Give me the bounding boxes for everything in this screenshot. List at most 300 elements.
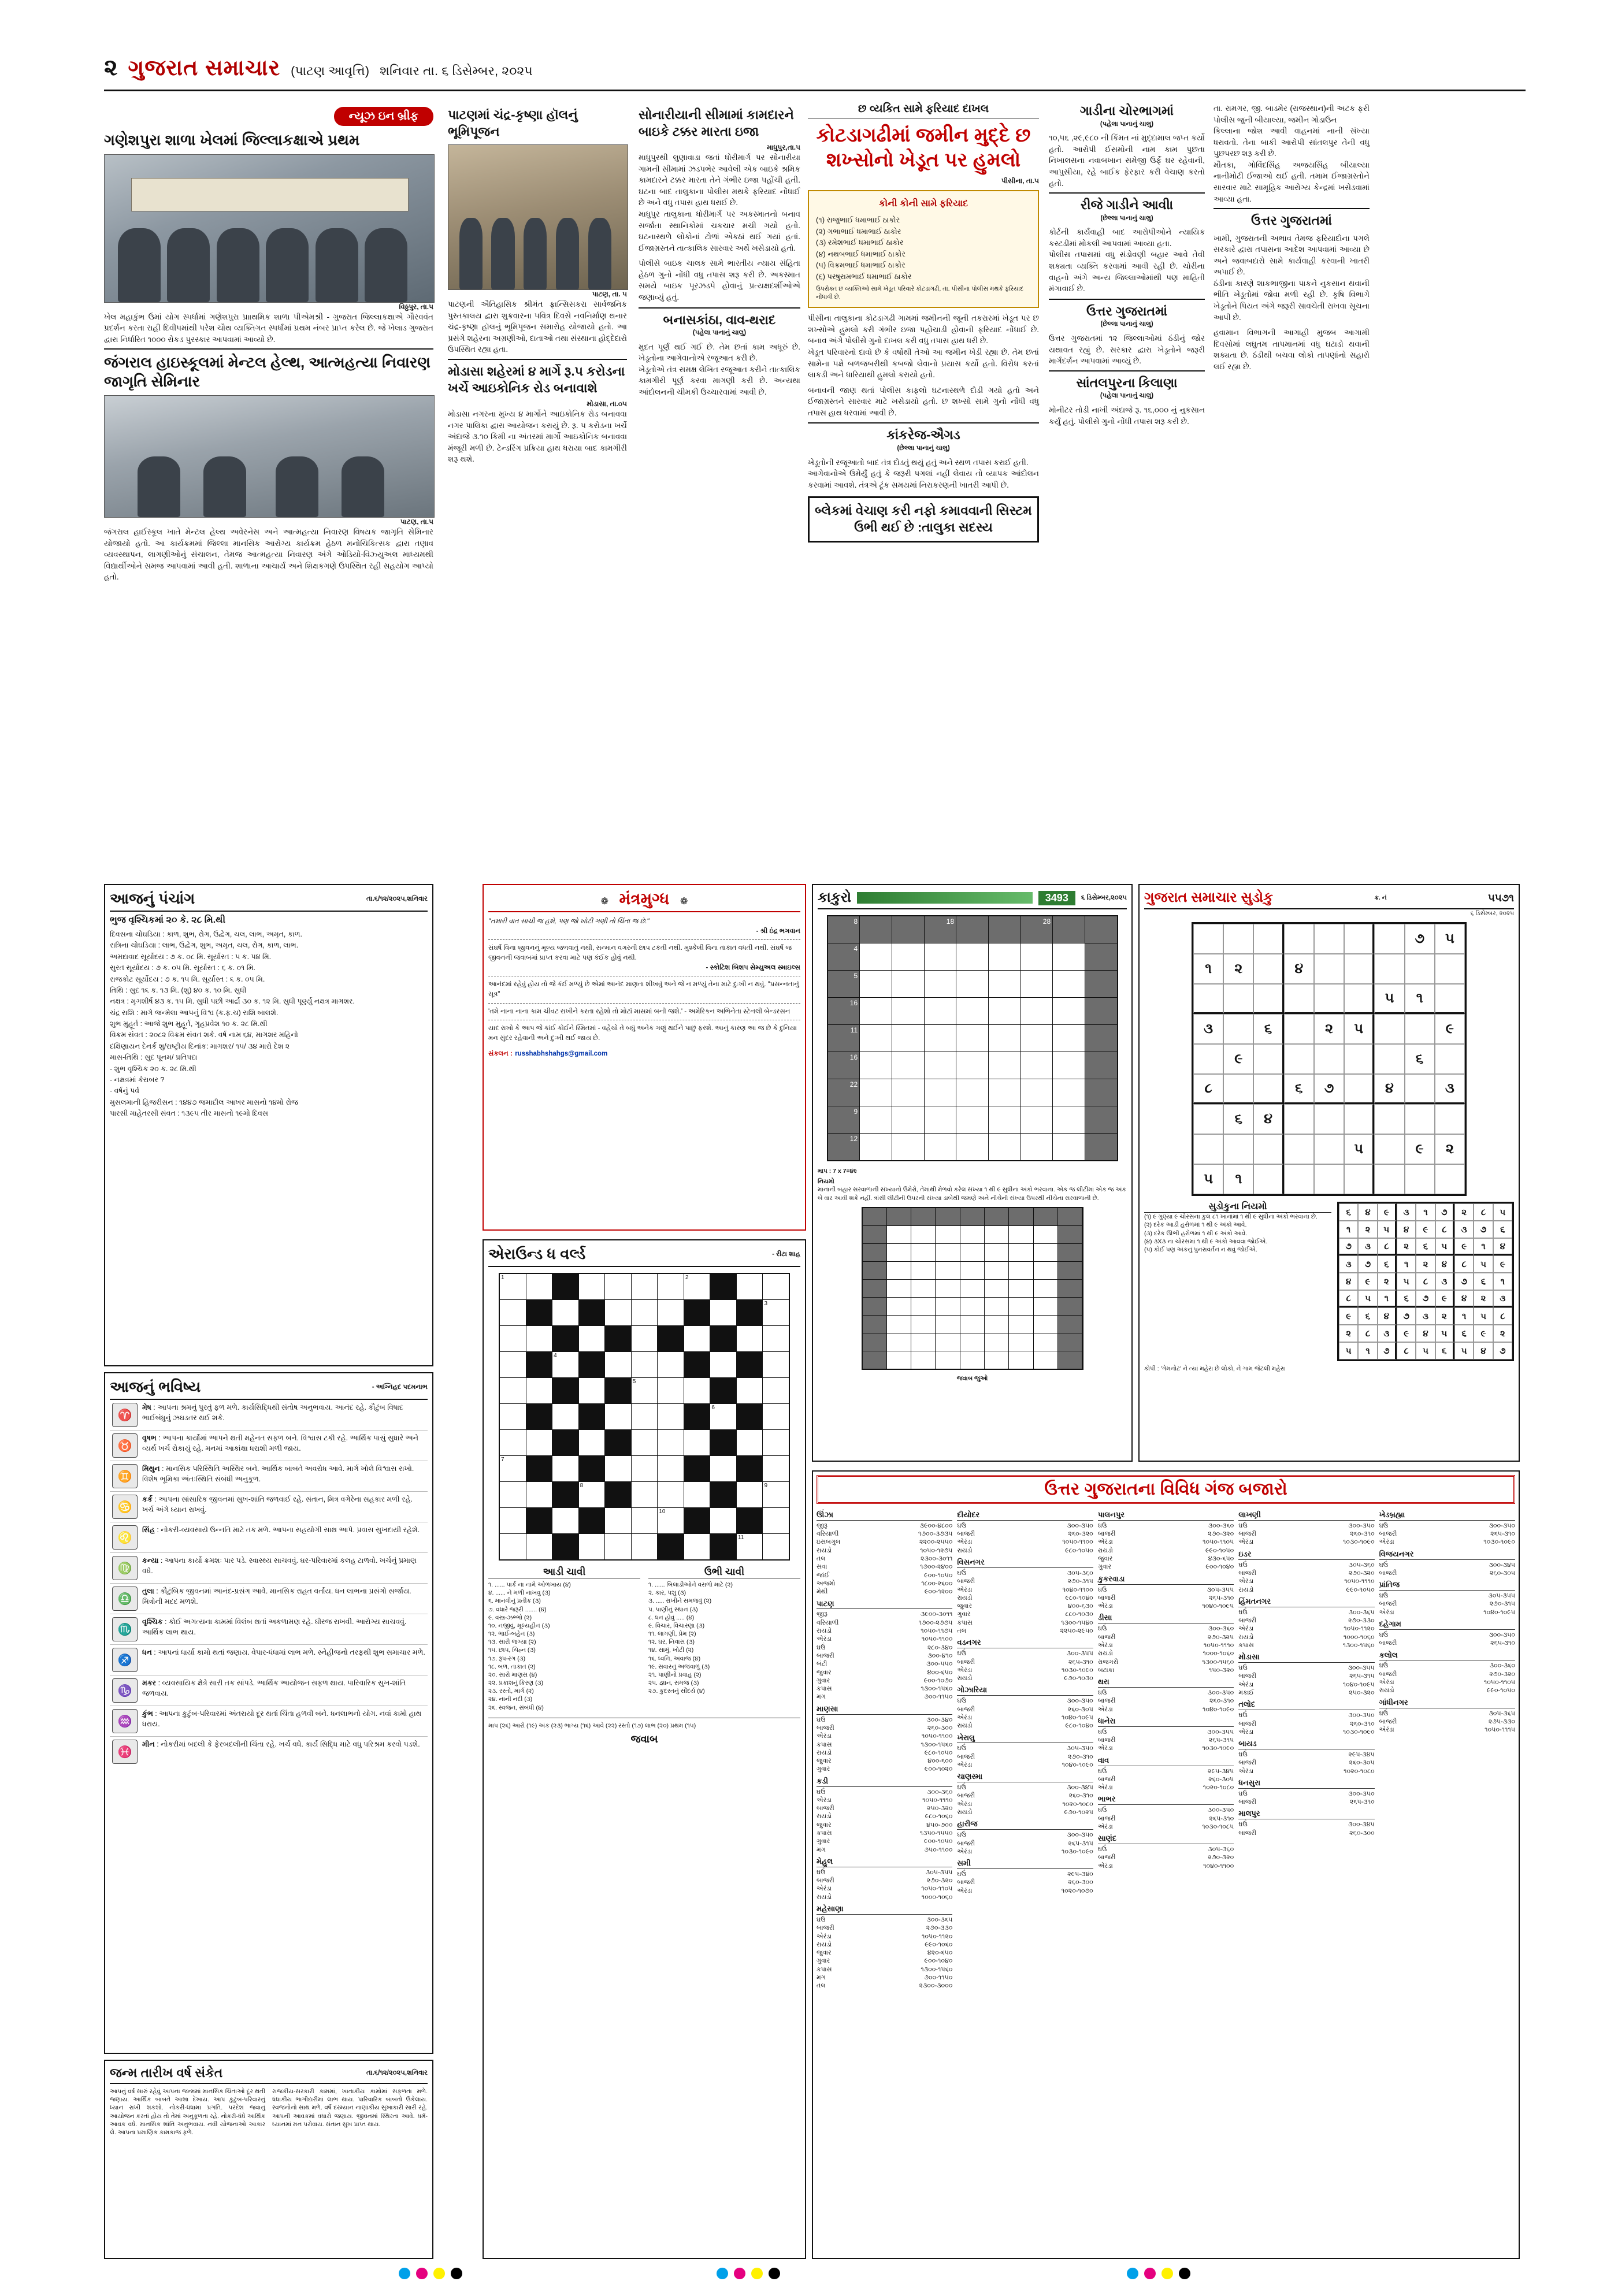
crossword-cell [710,1482,736,1507]
sudoku-solution-cell: ૫ [1397,1273,1416,1290]
zodiac-name: તુલા [142,1587,154,1595]
sudoku-cell[interactable] [1344,1044,1374,1074]
crossword-cell[interactable] [658,1378,684,1403]
kakuro-cell[interactable] [892,1106,924,1133]
kakuro-cell[interactable] [860,1025,892,1052]
sudoku-cell[interactable]: ૫ [1374,984,1404,1014]
sudoku-cell[interactable] [1223,984,1253,1014]
market-row [1379,1678,1515,1686]
kakuro-cell[interactable] [1021,998,1053,1024]
sudoku-cell[interactable]: ૧ [1405,984,1435,1014]
crossword-cell[interactable] [710,1300,736,1325]
across-clue: ૧૮. બળ, તાકાત (૨) [488,1663,536,1670]
kakuro-cell[interactable] [989,943,1020,970]
divider [1049,192,1205,194]
sudoku-cell[interactable]: ૬ [1405,1044,1435,1074]
sudoku-cell[interactable] [1314,954,1344,984]
crossword-cell[interactable] [632,1352,658,1377]
sudoku-cell[interactable] [1193,984,1223,1014]
across-clue: ૭. વધારે જરૂરી ....... (૪) [488,1606,547,1613]
crossword-cell[interactable] [526,1326,552,1351]
crossword-cell[interactable] [500,1352,526,1377]
col6-p1: કિલ્લાના જોશ આવી વાહનમાં નાની સંખ્યા ધરાવતો. તેના બાકી આરોપી સાંતલપુર તેની વધુ પુછપરછ શરૂ કરી છે. [1214,127,1370,158]
crossword-cell[interactable] [632,1378,658,1403]
kakuro-cell[interactable] [1021,1106,1053,1133]
crossword-cell[interactable] [579,1326,605,1351]
brief-item1-body: ખેલ મહાકુંભ ઉમાં યોગ સ્પર્ધામાં ગણેશપુરા પ્રાાથમિક શાળા પીએમશ્રી - ગુજરાત જિલ્લાકક્ષાએ ગૌરવવંત પ્રદર્શન કરતા રાહી દિવીપમાંથી પરેશ ચૌથ વ્યક્તિગત સ્પર્ધામાં પ્રથમ નંબર પ્રાપ્ત કરેલ છે. જે ખેલાડ ગુજરાત દ્વારા નિર્ધારિત ૧૦૦૦ રોકડ પુરસ્કાર આપવામાં આવ્યો છે. [104,312,433,344]
crossword-cell[interactable] [684,1378,710,1403]
market-price: ૩૦૦-૪૧૦ [927,1652,953,1659]
crossword-cell[interactable] [632,1508,658,1533]
crossword-cell[interactable] [579,1482,605,1507]
sudoku-cell[interactable] [1193,1134,1223,1164]
kakuro-grid[interactable] [827,915,1118,1161]
sudoku-cell[interactable] [1435,1044,1465,1074]
crossword-cell[interactable] [500,1300,526,1325]
sudoku-cell[interactable]: ૫ [1193,1164,1223,1194]
horoscope-row: ♑ મકર : વ્યવસાયિક ક્ષેત્રે સારી તક સાંપડે. આર્થિક આયોજન સફળ થાય. પારિવારિક સુખ-શાંતિ જળવાય. [110,1675,428,1706]
market-row [1098,1625,1234,1633]
sudoku-cell[interactable]: ૨ [1435,1134,1465,1164]
kakuro-cell[interactable] [925,1134,956,1160]
sudoku-cell[interactable]: ૩ [1193,1014,1223,1044]
sudoku-solution-cell: ૪ [1474,1342,1493,1359]
sudoku-cell[interactable] [1405,1164,1435,1194]
crossword-cell[interactable] [632,1430,658,1455]
sudoku-cell[interactable] [1284,924,1314,954]
sudoku-cell[interactable] [1314,984,1344,1014]
sudoku-cell[interactable] [1253,1074,1283,1104]
kakuro-cell[interactable] [989,1134,1020,1160]
sudoku-cell[interactable] [1314,1044,1344,1074]
sudoku-date: ૬ ડિસેમ્બર, ૨૦૨૫ [1470,910,1514,917]
kakuro-cell[interactable] [1053,1079,1085,1106]
kakuro-cell[interactable] [1021,971,1053,997]
across-clue: ૧૫. છાપ, ચિહ્ન (૩) [488,1647,536,1654]
sudoku-cell[interactable] [1284,1014,1314,1044]
sudoku-cell[interactable] [1405,954,1435,984]
kakuro-cell[interactable] [892,1052,924,1079]
sudoku-cell[interactable]: ૪ [1284,954,1314,984]
crossword-cell[interactable] [737,1430,763,1455]
kakuro-cell[interactable] [1021,1134,1053,1160]
lead-body: પીસીના તાલુકાના કોટડાગઢી ગામમાં જમીનની જૂની તકરારમાં ખેડૂત પર છ શખ્સોએ હુમલો કરી ગંભીર ઇજા પહોંચાડી હોવાની ફરિયાદ નોંધાઈ છે. બનાવ અંગે પોલીસે ગુનો દાખલ કરી વધુ તપાસ હાથ ધરી છે. [808,314,1039,345]
market-commodity: બાજરી [817,1877,834,1885]
kakuro-cell[interactable] [892,1134,924,1160]
market-city-name: મહેસાણા [817,1904,952,1915]
sudoku-cell[interactable] [1374,1044,1404,1074]
sudoku-solution-cell: ૩ [1493,1290,1512,1307]
zodiac-capricorn-icon: ♑ [112,1678,138,1703]
kakuro-answer-cell [936,1208,959,1225]
crossword-cell[interactable] [500,1326,526,1351]
sudoku-cell[interactable]: ૭ [1405,924,1435,954]
sudoku-cell[interactable] [1314,1104,1344,1134]
crossword-cell[interactable] [632,1274,658,1299]
crossword-cell[interactable] [737,1326,763,1351]
market-row [957,1831,1093,1839]
kakuro-cell[interactable] [989,1106,1020,1133]
sudoku-cell[interactable] [1374,954,1404,984]
sudoku-cell[interactable] [1374,1014,1404,1044]
kakuro-answer-cell [960,1226,984,1243]
market-row [1098,1744,1234,1752]
sudoku-cell[interactable]: ૫ [1435,924,1465,954]
market-commodity: બાજરી [1379,1718,1397,1725]
crossword-cell[interactable] [579,1430,605,1455]
crossword-cell[interactable] [710,1352,736,1377]
sudoku-cell[interactable] [1253,1134,1283,1164]
mantra-email[interactable]: russhabhshahgs@gmail.com [515,1050,608,1057]
kakuro-cell[interactable] [1053,1025,1085,1052]
sudoku-cell[interactable] [1223,1134,1253,1164]
kakuro-cell[interactable] [892,971,924,997]
kakuro-cell[interactable] [860,1134,892,1160]
crossword-cell[interactable] [605,1456,631,1481]
crossword-cell[interactable] [605,1534,631,1559]
market-row [817,1660,952,1668]
sudoku-cell[interactable] [1223,924,1253,954]
kakuro-cell[interactable] [956,1106,988,1133]
kakuro-cell[interactable] [860,1079,892,1106]
kakuro-cell[interactable] [1021,1052,1053,1079]
sudoku-cell[interactable] [1223,1074,1253,1104]
crossword-cell[interactable] [658,1352,684,1377]
kakuro-cell[interactable] [989,1052,1020,1079]
sudoku-solution-cell: ૮ [1416,1273,1435,1290]
crossword-cell[interactable] [526,1378,552,1403]
crossword-cell[interactable] [500,1378,526,1403]
crossword-cell[interactable] [500,1430,526,1455]
sudoku-cell[interactable] [1374,1104,1404,1134]
kakuro-cell[interactable] [892,943,924,970]
crossword-cell[interactable] [500,1534,526,1559]
sudoku-cell[interactable]: ૮ [1193,1074,1223,1104]
crossword-cell[interactable] [579,1274,605,1299]
crossword-cell[interactable] [684,1274,710,1299]
crossword-cell[interactable] [763,1404,789,1429]
kakuro-cell[interactable] [860,971,892,997]
kakuro-cell[interactable] [925,1025,956,1052]
kakuro-cell[interactable] [1053,1052,1085,1079]
kakuro-cell[interactable] [1053,971,1085,997]
sudoku-cell[interactable]: ૭ [1314,1074,1344,1104]
sudoku-cell[interactable] [1344,1164,1374,1194]
kakuro-cell[interactable] [989,1079,1020,1106]
sudoku-cell[interactable] [1253,1164,1283,1194]
market-commodity: બાજરી [1097,1815,1116,1822]
sudoku-cell[interactable]: ૬ [1284,1074,1314,1104]
crossword-cell[interactable] [763,1534,789,1559]
kakuro-cell[interactable] [989,998,1020,1024]
market-city-name: કલોલ [1379,1651,1515,1661]
sudoku-cell[interactable]: ૫ [1344,1134,1374,1164]
crossword-cell[interactable] [684,1482,710,1507]
kakuro-answer-cell [887,1262,911,1279]
sudoku-cell[interactable]: ૯ [1223,1044,1253,1074]
kakuro-cell[interactable] [1053,943,1085,970]
sudoku-cell[interactable] [1253,954,1283,984]
crossword-cell[interactable] [500,1508,526,1533]
market-price: ૨૭૦-૩૧૫ [1489,1600,1516,1608]
market-row [957,1674,1093,1682]
crossword-cell[interactable] [710,1508,736,1533]
crossword-cell[interactable] [605,1300,631,1325]
sudoku-cell[interactable] [1223,1014,1253,1044]
kakuro-cell[interactable] [1053,998,1085,1024]
market-price: ૧૦૪૦-૧૦૯૦ [1202,1706,1234,1713]
sudoku-cell[interactable] [1314,1134,1344,1164]
market-price: ૧૦૩૦-૧૦૮૫ [1202,1823,1234,1830]
sudoku-cell[interactable]: ૧ [1223,1164,1253,1194]
sudoku-cell[interactable] [1374,1164,1404,1194]
crossword-cell[interactable] [526,1534,552,1559]
kakuro-cell[interactable] [956,1025,988,1052]
sudoku-cell[interactable] [1284,1164,1314,1194]
market-commodity: બાજરી [1379,1640,1397,1647]
sudoku-cell[interactable] [1253,924,1283,954]
sudoku-cell[interactable] [1314,1164,1344,1194]
kakuro-cell[interactable] [925,1106,956,1133]
crossword-cell[interactable] [632,1534,658,1559]
market-row [957,1792,1093,1800]
zodiac-name: કર્ક [142,1495,153,1503]
zodiac-aquarius-icon: ♒ [112,1709,138,1733]
market-row [1098,1775,1234,1784]
crossword-cell[interactable] [737,1274,763,1299]
sudoku-cell[interactable]: ૪ [1253,1104,1283,1134]
sudoku-cell[interactable]: ૪ [1374,1074,1404,1104]
sudoku-cell[interactable] [1435,954,1465,984]
crossword-cell[interactable] [763,1352,789,1377]
kakuro-cell[interactable] [956,1052,988,1079]
kakuro-cell[interactable] [956,971,988,997]
kakuro-cell[interactable] [925,1052,956,1079]
crossword-cell[interactable] [605,1274,631,1299]
crossword-cell[interactable] [684,1534,710,1559]
market-row [957,1658,1093,1666]
sudoku-cell[interactable] [1314,924,1344,954]
sudoku-cell[interactable] [1193,924,1223,954]
crossword-cell[interactable] [500,1274,526,1299]
crossword-cell[interactable] [552,1456,578,1481]
kakuro-answer-cell [1009,1208,1033,1225]
sudoku-cell[interactable] [1374,924,1404,954]
crossword-cell[interactable] [763,1300,789,1325]
sudoku-cell[interactable] [1344,1074,1374,1104]
crossword-grid[interactable] [499,1273,790,1561]
crossword-cell[interactable] [552,1404,578,1429]
sudoku-cell[interactable] [1405,1014,1435,1044]
sudoku-cell[interactable] [1284,1134,1314,1164]
sudoku-cell[interactable] [1405,1104,1435,1134]
news-in-brief-badge: ન્યૂઝ ઇન બ્રીફ [334,107,433,126]
market-commodity: ઘઉં [1238,1712,1248,1719]
crossword-cell[interactable] [684,1430,710,1455]
kakuro-cell[interactable] [956,1134,988,1160]
across-clue: ૧૦. નજીવું, મૂલ્યહીન (૩) [488,1622,550,1629]
crossword-cell[interactable] [632,1326,658,1351]
kakuro-cell[interactable] [860,1106,892,1133]
kakuro-cell[interactable] [1021,943,1053,970]
market-header [817,1475,1515,1504]
kakuro-cell[interactable] [989,971,1020,997]
crossword-cell[interactable] [658,1456,684,1481]
sudoku-grid[interactable] [1192,922,1467,1196]
kakuro-cell[interactable] [925,943,956,970]
market-price: ૪૦૦-૬૦૦ [927,1758,953,1765]
down-clue: ૧૧. લાગણી, પ્રેમ (૨) [648,1630,696,1638]
crossword-cell[interactable] [632,1456,658,1481]
kakuro-cell[interactable] [989,1025,1020,1052]
crossword-cell[interactable] [737,1482,763,1507]
kakuro-cell[interactable] [925,1079,956,1106]
crossword-cell[interactable] [526,1482,552,1507]
kakuro-cell[interactable] [925,998,956,1024]
crossword-cell[interactable] [658,1300,684,1325]
crossword-cell[interactable] [579,1378,605,1403]
sudoku-cell[interactable] [1405,1074,1435,1104]
kakuro-cell[interactable] [925,971,956,997]
market-commodity: ઘઉં [957,1871,966,1878]
sudoku-cell[interactable] [1344,924,1374,954]
kakuro-cell[interactable] [956,998,988,1024]
crossword-cell[interactable] [526,1430,552,1455]
crossword-cell[interactable] [552,1300,578,1325]
crossword-cell[interactable] [737,1534,763,1559]
photo-figures [105,447,434,517]
kakuro-cell[interactable] [892,1079,924,1106]
market-price: ૨૫૦-૩૨૦ [927,1805,953,1812]
sudoku-cell[interactable]: ૯ [1435,1014,1465,1044]
market-price: ૯૭૦-૧૦૨૫ [1064,1809,1093,1816]
crossword-cell-number: 3 [764,1301,768,1307]
market-commodity: ઘઉં [957,1522,966,1529]
kakuro-cell[interactable] [1021,1025,1053,1052]
crossword-cell[interactable] [710,1404,736,1429]
market-price: ૧૦૩૦-૧૦૯૦ [1342,1728,1375,1736]
sudoku-cell[interactable] [1344,954,1374,984]
across-clue: ૬. માનવીનું પ્રતીક (૩) [488,1597,541,1605]
kakuro-answer-cell [960,1244,984,1261]
sudoku-cell[interactable] [1374,1134,1404,1164]
kakuro-cell [1085,1025,1117,1052]
crossword-cell[interactable] [579,1534,605,1559]
crossword-cell[interactable] [605,1404,631,1429]
zodiac-name: ધન [142,1648,152,1656]
crossword-cell[interactable] [605,1352,631,1377]
market-row [1098,1767,1234,1775]
sudoku-cell[interactable] [1253,1044,1283,1074]
crossword-cell[interactable] [710,1456,736,1481]
sudoku-cell[interactable]: ૨ [1223,954,1253,984]
crossword-cell[interactable] [658,1508,684,1533]
crossword-cell[interactable] [526,1274,552,1299]
crossword-cell [526,1300,552,1325]
sudoku-cell[interactable] [1435,984,1465,1014]
market-row [817,1627,952,1635]
crossword-cell[interactable] [763,1378,789,1403]
market-city-name: ઊંઝા [817,1510,952,1521]
market-row [1238,1672,1374,1680]
sudoku-cell[interactable]: ૬ [1223,1104,1253,1134]
crossword-cell [710,1430,736,1455]
crossword-cell[interactable] [605,1508,631,1533]
sudoku-cell[interactable] [1284,984,1314,1014]
market-city-name: ભાભર [1098,1795,1234,1805]
sudoku-cell[interactable] [1284,1104,1314,1134]
market-commodity: રાયડો [1238,1586,1254,1593]
crossword-cell[interactable] [763,1326,789,1351]
kakuro-cell[interactable] [1021,1079,1053,1106]
sudoku-cell[interactable]: ૧ [1193,954,1223,984]
sudoku-cell[interactable] [1253,984,1283,1014]
kakuro-cell[interactable] [956,943,988,970]
crossword-cell[interactable] [763,1482,789,1507]
crossword-cell[interactable] [632,1404,658,1429]
page-number: ૨ [104,55,118,80]
crossword-cell[interactable] [684,1326,710,1351]
sudoku-solution-cell: ૨ [1397,1238,1416,1255]
sudoku-cell[interactable] [1344,1104,1374,1134]
kakuro-cell[interactable] [860,943,892,970]
crossword-cell[interactable] [500,1482,526,1507]
crossword-cell[interactable] [658,1482,684,1507]
crossword-cell[interactable] [763,1274,789,1299]
crossword-cell[interactable] [500,1404,526,1429]
crossword-cell[interactable] [632,1482,658,1507]
horoscope-row: ♐ ધન : આપનાં ધાર્યા કામો થતાં જણાય. વેપાર-ધંધામાં લાભ મળે. સ્નેહીજનો તરફથી શુભ સમાચાર મળે. [110,1645,428,1675]
kakuro-clue: 8 [853,917,858,926]
crossword-cell[interactable] [763,1456,789,1481]
sudoku-cell[interactable] [1284,1044,1314,1074]
kakuro-cell[interactable] [892,998,924,1024]
sudoku-cell[interactable]: ૬ [1253,1014,1283,1044]
sudoku-solution-cell: ૩ [1378,1325,1397,1342]
sudoku-cell[interactable] [1193,1044,1223,1074]
crossword-cell[interactable] [500,1456,526,1481]
crossword-cell[interactable] [763,1430,789,1455]
sudoku-cell[interactable]: ૯ [1405,1134,1435,1164]
crossword-cell[interactable] [632,1300,658,1325]
crossword-cell[interactable] [658,1274,684,1299]
sudoku-cell[interactable]: ૨ [1314,1014,1344,1044]
kakuro-cell[interactable] [860,1052,892,1079]
col5-p3: ઉત્તર ગુજરાતમાં ૧૨ જિલ્લાઓમાં ઠંડીનું જોર યથાવત રહ્યું છે. સરકાર દ્વારા ખેડૂતોને જરૂરી માર્ગદર્શન આપવામાં આવ્યું છે. [1049,333,1205,366]
crossword-cell[interactable] [658,1404,684,1429]
kakuro-cell[interactable] [1053,1134,1085,1160]
crossword-cell[interactable] [737,1378,763,1403]
crossword-cell[interactable] [552,1352,578,1377]
sudoku-cell[interactable] [1435,1164,1465,1194]
crossword-cell[interactable] [658,1430,684,1455]
sudoku-cell[interactable] [1344,984,1374,1014]
market-price: ૧૦૫૦-૧૧૧૦ [1203,1641,1234,1649]
kakuro-answer-cell [1009,1262,1033,1279]
kakuro-cell[interactable] [956,1079,988,1106]
crossword-cell[interactable] [763,1508,789,1533]
horoscope-row: ♓ મીન : નોકરીમાં બદલી કે ફેરબદલીની ચિંતા રહે. ખર્ચ વધે. કાર્ય સિદ્ધિ માટે વધુ પરિશ્રમ કરવો પડશે. [110,1737,428,1767]
kakuro-cell[interactable] [860,998,892,1024]
crossword-cell[interactable] [552,1508,578,1533]
sudoku-cell[interactable] [1193,1104,1223,1134]
market-city-name: વાવ [1098,1756,1234,1766]
kakuro-cell[interactable] [892,1025,924,1052]
sudoku-cell[interactable]: ૩ [1435,1074,1465,1104]
sudoku-cell[interactable]: ૫ [1344,1014,1374,1044]
kakuro-cell[interactable] [1053,1106,1085,1133]
sudoku-cell[interactable] [1435,1104,1465,1134]
